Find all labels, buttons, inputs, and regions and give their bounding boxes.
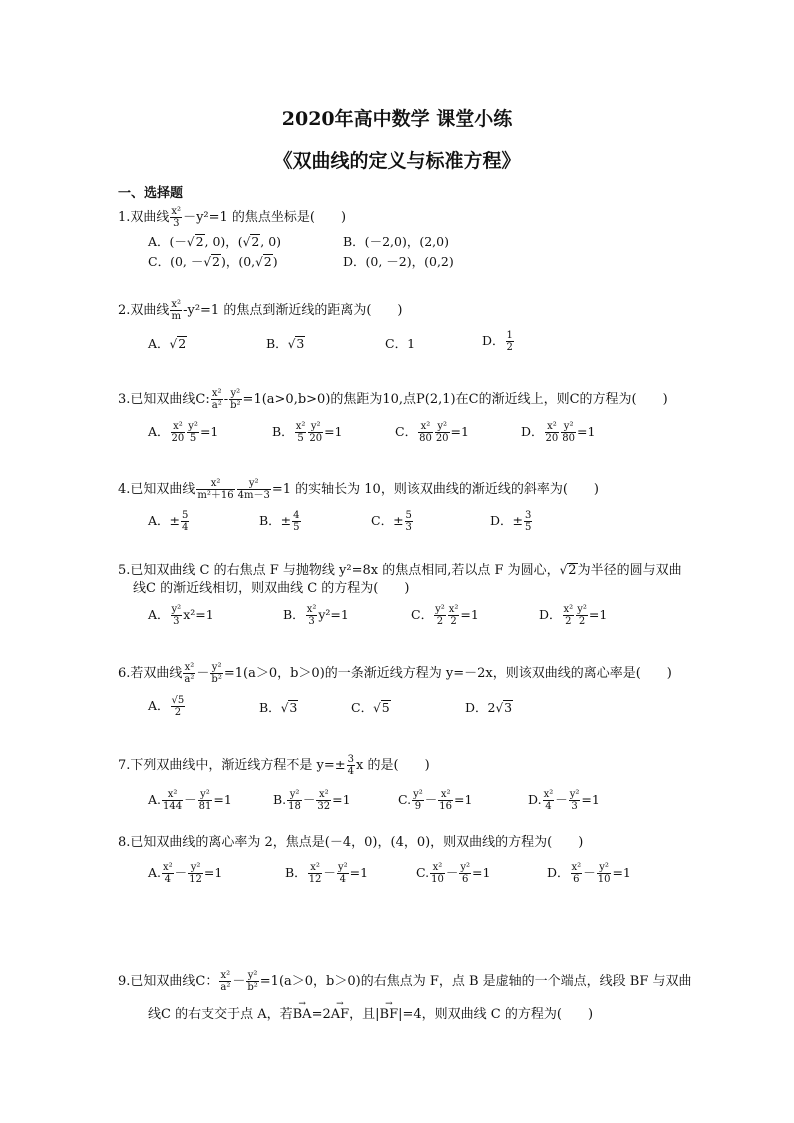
vector-af: → AF bbox=[331, 1006, 349, 1024]
question-text: 已知双曲线C： bbox=[130, 974, 219, 989]
question-number: 3. bbox=[118, 392, 131, 407]
option-c: C．± $\frac{5}{3}$ bbox=[371, 510, 412, 533]
question-text: -y²=1 的焦点到渐近线的距离为( ) bbox=[183, 303, 403, 318]
option-d: D． $\frac{\text{x²}}{20}$ $\frac{\text{y²}}{80}$ =1 bbox=[521, 421, 596, 444]
question-text: x 的是( ) bbox=[356, 758, 430, 773]
option-c: C．(0, －√2)，(0,√2) bbox=[148, 254, 278, 269]
question-text: =1 的实轴长为 10，则该双曲线的渐近线的斜率为( ) bbox=[271, 482, 599, 497]
option-a: A． $\frac{\text{y²}}{3}$ x²=1 bbox=[148, 604, 214, 627]
option-b: B．√3 bbox=[259, 700, 298, 715]
option-d: D．± $\frac{3}{5}$ bbox=[490, 510, 532, 533]
question-text: 双曲线 bbox=[130, 210, 170, 225]
page-subtitle: 《双曲线的定义与标准方程》 bbox=[273, 150, 521, 172]
question-6: 6.若双曲线 $\frac{\text{x²}}{\text{a²}}$ － $\frac{\text{y²}}{\text{b²}}$ =1(a＞0，b＞0)的一条渐近线方程为 y=－2x，则该双曲线的离心率是( ) bbox=[118, 662, 672, 685]
question-number: 1. bbox=[118, 210, 131, 225]
option-a: A． $\frac{\text{x²}}{20}$ $\frac{\text{y²}}{5}$ =1 bbox=[148, 421, 219, 444]
question-3: 3.已知双曲线C: $\frac{\text{x²}}{\text{a²}}$ - $\frac{\text{y²}}{\text{b²}}$ =1(a>0,b>0)的焦距为10,点P(2,1)在C的渐近线上，则C的方程为( ) bbox=[118, 388, 668, 411]
question-9: 9.已知双曲线C： $\frac{\text{x²}}{\text{a²}}$ － $\frac{\text{y²}}{\text{b²}}$ =1(a＞0，b＞0)的右焦点为 F，点 B 是虚轴的一个端点，线段 BF 与双曲 bbox=[118, 970, 692, 993]
fraction: $\frac{\text{x²}}{\text{a²}}$ bbox=[184, 662, 195, 685]
fraction: $\frac{\text{x²}}{\text{a²}}$ bbox=[211, 388, 222, 411]
option-b: B． $\frac{\text{x²}}{12}$ － $\frac{\text{y²}}{4}$ =1 bbox=[285, 862, 369, 885]
question-number: 7. bbox=[118, 758, 131, 773]
question-text: －y²=1 的焦点坐标是( ) bbox=[183, 210, 347, 225]
question-9-cont: 线C 的右支交于点 A，若→ BA=2→ AF，且|→ BF|=4，则双曲线 C 的方程为( ) bbox=[148, 1006, 593, 1024]
option-c: C. $\frac{\text{x²}}{10}$ － $\frac{\text{y²}}{6}$ =1 bbox=[416, 862, 491, 885]
question-text: =1(a>0,b>0)的焦距为10,点P(2,1)在C的渐近线上，则C的方程为( ) bbox=[242, 392, 668, 407]
question-8 bbox=[118, 834, 583, 852]
fraction: $\frac{\text{y²}}{4m-3}$ bbox=[237, 478, 270, 501]
question-number: 6. bbox=[118, 666, 131, 681]
question-text: 为半径的圆与双曲 bbox=[577, 563, 682, 578]
question-text: 已知双曲线的离心率为 2，焦点是(－4，0)，(4，0)，则双曲线的方程为( ) bbox=[130, 835, 584, 850]
question-text: 下列双曲线中，渐近线方程不是 y=± bbox=[130, 758, 346, 773]
option-a: A． $\frac{√5}{2}$ bbox=[148, 695, 185, 718]
question-5-cont: 线C 的渐近线相切，则双曲线 C 的方程为( ) bbox=[133, 581, 410, 596]
fraction: $\frac{\text{y²}}{\text{b²}}$ bbox=[247, 970, 258, 993]
option-c: C． $\frac{\text{x²}}{80}$ $\frac{\text{y²}}{20}$ =1 bbox=[395, 421, 469, 444]
option-d: D． $\frac{1}{2}$ bbox=[482, 330, 513, 353]
option-c: C．√5 bbox=[351, 700, 390, 715]
option-b: B． $\frac{\text{x²}}{5}$ $\frac{\text{y²}}{20}$ =1 bbox=[272, 421, 343, 444]
option-b: B．± $\frac{4}{5}$ bbox=[259, 510, 300, 533]
vector-bf: → BF bbox=[380, 1006, 399, 1024]
option-d: D． $\frac{\text{x²}}{2}$ $\frac{\text{y²}}{2}$ =1 bbox=[539, 604, 608, 627]
option-d: D．(0, －2)，(0,2) bbox=[343, 254, 454, 269]
option-d: D． $\frac{\text{x²}}{6}$ － $\frac{\text{y²}}{10}$ =1 bbox=[547, 862, 631, 885]
question-text: =1(a＞0，b＞0)的右焦点为 F，点 B 是虚轴的一个端点，线段 BF 与双曲 bbox=[259, 974, 692, 989]
fraction: $\frac{\text{x²}}{\text{m²＋16}}$ bbox=[197, 478, 234, 501]
option-a: A．√2 bbox=[148, 336, 187, 351]
question-number: 2. bbox=[118, 303, 131, 318]
option-a: A．± $\frac{5}{4}$ bbox=[148, 510, 189, 533]
option-c: C．1 bbox=[385, 336, 416, 351]
option-c: C. $\frac{\text{y²}}{9}$ － $\frac{\text{x²}}{16}$ =1 bbox=[398, 789, 473, 812]
question-text: 双曲线 bbox=[130, 303, 170, 318]
fraction: $\frac{\text{x²}}{m}$ bbox=[171, 299, 182, 322]
option-b: B．√3 bbox=[266, 336, 305, 351]
question-2 bbox=[118, 299, 402, 322]
fraction: $\frac{\text{y²}}{\text{b²}}$ bbox=[211, 662, 222, 685]
question-number: 4. bbox=[118, 482, 131, 497]
question-number: 8. bbox=[118, 835, 131, 850]
option-b: B. $\frac{\text{y²}}{18}$ － $\frac{\text{x²}}{32}$ =1 bbox=[273, 789, 351, 812]
option-a: A. $\frac{\text{x²}}{4}$ － $\frac{\text{y²}}{12}$ =1 bbox=[148, 862, 223, 885]
question-1 bbox=[118, 206, 346, 229]
question-text: 已知双曲线 bbox=[130, 482, 196, 497]
page-title: 2020年高中数学 课堂小练 bbox=[281, 108, 513, 130]
question-text: 若双曲线 bbox=[130, 666, 183, 681]
option-d: D．2√3 bbox=[465, 700, 513, 715]
question-number: 9. bbox=[118, 974, 131, 989]
question-7 bbox=[118, 754, 430, 777]
question-text: =1(a＞0，b＞0)的一条渐近线方程为 y=－2x，则该双曲线的离心率是( ) bbox=[223, 666, 672, 681]
section-heading: 一、选择题 bbox=[118, 186, 184, 201]
fraction: $\frac{\text{x²}}{\text{a²}}$ bbox=[220, 970, 231, 993]
option-c: C． $\frac{\text{y²}}{2}$ $\frac{\text{x²}}{2}$ =1 bbox=[411, 604, 479, 627]
question-4 bbox=[118, 478, 599, 501]
fraction: $\frac{3}{4}$ bbox=[347, 754, 355, 777]
fraction: $\frac{\text{y²}}{\text{b²}}$ bbox=[230, 388, 241, 411]
option-d: D. $\frac{\text{x²}}{4}$ － $\frac{\text{y²}}{3}$ =1 bbox=[528, 789, 600, 812]
fraction: $\frac{\text{x²}}{3}$ bbox=[171, 206, 182, 229]
question-text: 已知双曲线C: bbox=[130, 392, 210, 407]
question-number: 5. bbox=[118, 563, 131, 578]
option-b: B． $\frac{\text{x²}}{3}$ y²=1 bbox=[283, 604, 349, 627]
question-5: 5.已知双曲线 C 的右焦点 F 与抛物线 y²=8x 的焦点相同,若以点 F 为圆心，√2为半径的圆与双曲 bbox=[118, 563, 682, 578]
option-a: A．(－√2, 0)，(√2, 0) bbox=[148, 234, 282, 249]
option-a: A. $\frac{\text{x²}}{144}$ － $\frac{\text{y²}}{81}$ =1 bbox=[148, 789, 232, 812]
vector-ba: → BA bbox=[293, 1006, 312, 1024]
question-text: 已知双曲线 C 的右焦点 F 与抛物线 y²=8x 的焦点相同,若以点 F 为圆心， bbox=[130, 563, 560, 578]
option-b: B．(－2,0)，(2,0) bbox=[343, 234, 449, 249]
